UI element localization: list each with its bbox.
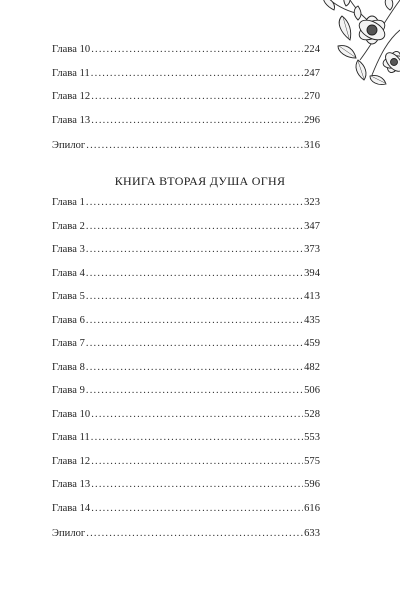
toc-entry — [52, 338, 320, 362]
toc-entry-label: Глава 9 — [52, 385, 85, 396]
leader-dots — [91, 479, 303, 490]
leader-dots — [91, 68, 303, 79]
toc-entry — [52, 91, 320, 115]
toc-entry — [52, 221, 320, 245]
toc-entry — [52, 362, 320, 386]
leader-dots — [91, 503, 303, 514]
toc-entry — [52, 140, 320, 164]
toc-entry-label: Глава 12 — [52, 455, 91, 467]
toc-entry-page: 459 — [304, 338, 320, 349]
toc-entry-label: Глава 8 — [52, 361, 85, 373]
leader-dots — [86, 362, 303, 373]
toc-entry — [52, 244, 320, 268]
book-two-heading: КНИГА ВТОРАЯ ДУША ОГНЯ — [114, 174, 286, 188]
leader-dots — [86, 268, 303, 279]
leader-dots — [91, 91, 303, 102]
toc-entry — [52, 432, 320, 456]
leader-dots — [86, 291, 303, 302]
leader-dots — [86, 140, 303, 151]
toc-entry — [52, 528, 320, 552]
toc-entry-label: Глава 14 — [52, 502, 91, 514]
toc-entry-page: 528 — [304, 408, 320, 420]
toc-entry-page: 575 — [304, 455, 320, 467]
toc-entry-page: 270 — [304, 91, 320, 102]
toc-entry-label: Глава 6 — [52, 314, 85, 326]
leader-dots — [86, 197, 303, 208]
leader-dots — [91, 456, 303, 467]
toc-entry-label: Глава 7 — [52, 338, 85, 349]
toc-entry-page: 394 — [304, 267, 320, 279]
toc-entry-page: 633 — [304, 528, 320, 539]
toc-entry — [52, 409, 320, 433]
toc-entry-page: 296 — [304, 114, 320, 126]
toc-entry — [52, 385, 320, 409]
toc-entry-page: 373 — [304, 244, 320, 255]
toc-entry-label: Глава 3 — [52, 244, 85, 255]
toc-entry-page: 316 — [304, 140, 320, 151]
toc-list-book-one — [52, 44, 320, 164]
toc-entry-label: Глава 5 — [52, 291, 85, 302]
toc-entry-label: Глава 13 — [52, 479, 91, 490]
leader-dots — [86, 338, 303, 349]
toc-entry-label: Эпилог — [52, 140, 86, 151]
toc-entry — [52, 456, 320, 480]
toc-entry-label: Глава 13 — [52, 114, 91, 126]
toc-entry — [52, 115, 320, 139]
toc-entry-page: 553 — [304, 432, 320, 443]
toc-entry-page: 323 — [304, 197, 320, 208]
leader-dots — [91, 44, 303, 55]
toc-entry-label: Глава 11 — [52, 432, 90, 443]
toc-entry — [52, 197, 320, 221]
toc-entry-page: 506 — [304, 385, 320, 396]
leader-dots — [86, 221, 303, 232]
toc-entry-page: 413 — [304, 291, 320, 302]
leader-dots — [86, 528, 303, 539]
toc-entry — [52, 268, 320, 292]
toc-entry-page: 347 — [304, 220, 320, 232]
toc-entry-page: 224 — [304, 44, 320, 55]
toc-entry-label: Глава 10 — [52, 44, 91, 55]
toc-entry-label: Глава 12 — [52, 91, 91, 102]
toc-entry-page: 435 — [304, 314, 320, 326]
toc-entry — [52, 479, 320, 503]
leader-dots — [91, 432, 303, 443]
toc-list-book-two — [52, 197, 320, 552]
toc-entry — [52, 503, 320, 527]
leader-dots — [86, 244, 303, 255]
leader-dots — [86, 385, 303, 396]
toc-entry-label: Глава 4 — [52, 267, 85, 279]
toc-entry-label: Глава 10 — [52, 408, 91, 420]
leader-dots — [91, 409, 303, 420]
toc-entry-label: Глава 11 — [52, 67, 90, 79]
toc-entry-label: Глава 1 — [52, 197, 85, 208]
toc-entry-page: 596 — [304, 479, 320, 490]
toc-entry-page: 616 — [304, 502, 320, 514]
toc-entry — [52, 291, 320, 315]
toc-entry-page: 482 — [304, 361, 320, 373]
toc-entry-label: Глава 2 — [52, 220, 85, 232]
leader-dots — [86, 315, 303, 326]
toc-entry — [52, 315, 320, 339]
toc-entry — [52, 44, 320, 68]
toc-entry-page: 247 — [304, 67, 320, 79]
toc-entry — [52, 68, 320, 92]
toc-entry-label: Эпилог — [52, 528, 86, 539]
leader-dots — [91, 115, 303, 126]
